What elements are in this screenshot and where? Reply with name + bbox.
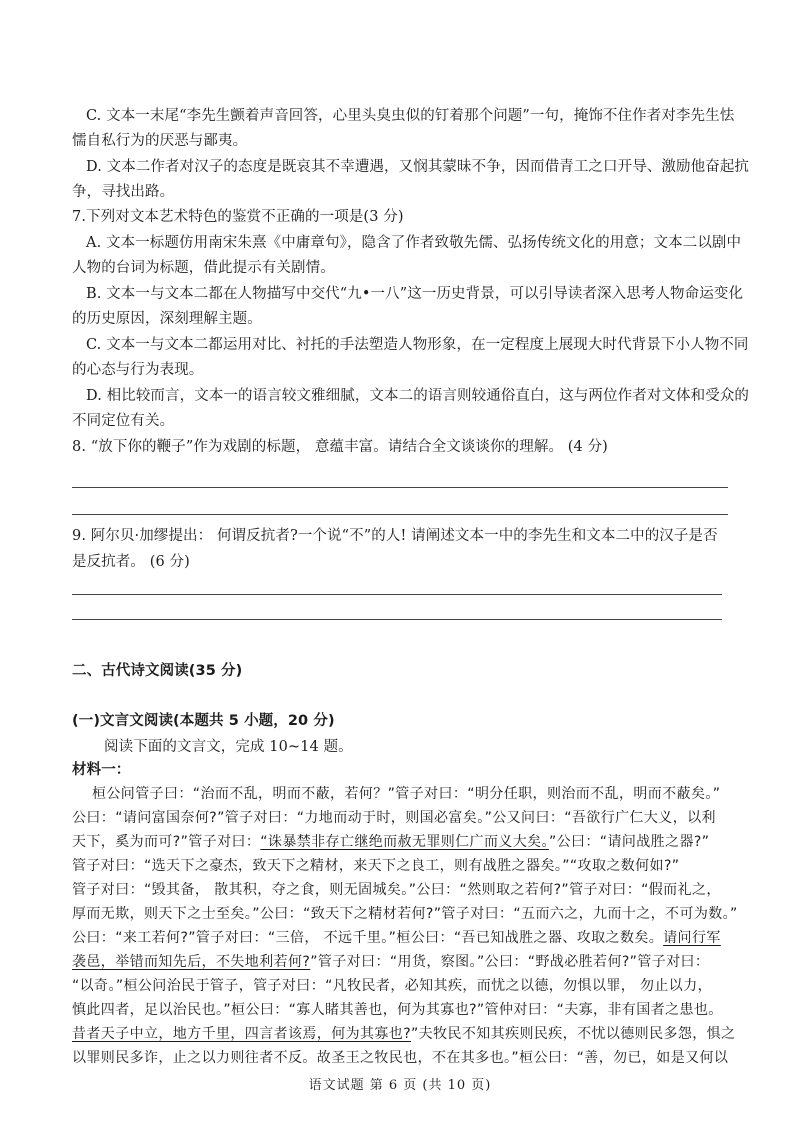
option-c-line1: C. 文本一末尾“李先生颤着声音回答，心里头臭虫似的钉着那个问题”一句，掩饰不住作者对李先生怯 xyxy=(86,108,735,124)
q8-answer-line-1[interactable] xyxy=(72,487,728,488)
passage-line-1: 桓公问管子曰：“治而不乱，明而不蔽，若何？”管子对曰：“明分任职，则治而不乱，明而不蔽矣。” xyxy=(92,786,721,802)
q7-option-c-line2: 的心态与行为表现。 xyxy=(72,362,204,378)
q7-option-a-line2: 人物的台词为标题，借此提示有关剧情。 xyxy=(72,260,335,276)
passage-line-4: 管子对曰：“选天下之豪杰，致天下之精材，来天下之良工，则有战胜之器矣。”“攻取之数何如?” xyxy=(72,858,680,874)
underlined-sentence-3: 昔者天子中立，地方千里，四言者该焉，何为其寡也? xyxy=(72,1026,412,1042)
q7-stem: 7.下列对文本艺术特色的鉴赏不正确的一项是(3 分) xyxy=(72,209,404,225)
passage-line-2: 公曰：“请问富国奈何?”管子对曰：“力地而动于时，则国必富矣。”公又问曰：“吾欲行广仁大义，以利 xyxy=(72,810,716,826)
passage-line-6: 厚而无欺，则天下之士至矣。”公曰：“致天下之精材若何?”管子对曰：“五而六之，九而十之，不可为数。” xyxy=(72,906,738,922)
q9-line1: 9. 阿尔贝·加缪提出： 何谓反抗者?一个说“不”的人! 请阐述文本一中的李先生和文本二中的汉子是否 xyxy=(72,528,718,544)
section-title: 二、古代诗文阅读(35 分) xyxy=(72,663,243,679)
passage-line-12: 以罪则民多诈，止之以力则往者不反。故圣王之牧民也，不在其多也。”桓公曰：“善，勿已，如是又何以 xyxy=(72,1050,729,1066)
q9-answer-line-2[interactable] xyxy=(72,619,722,620)
q8-answer-line-2[interactable] xyxy=(72,514,728,515)
q9-answer-line-1[interactable] xyxy=(72,594,722,595)
option-d-line2: 争，寻找出路。 xyxy=(72,184,175,200)
q7-option-b-line1: B. 文本一与文本二都在人物描写中交代“九•一八”这一历史背景，可以引导读者深入思考人物命运变化 xyxy=(86,286,744,302)
q7-option-b-line2: 的历史原因，深刻理解主题。 xyxy=(72,311,262,327)
passage-line-8: 袭邑，举错而知先后，不失地利若何?”管子对曰：“用货，察图。”公曰：“野战必胜若何?”管子对曰： xyxy=(72,954,710,970)
q8-stem: 8. “放下你的鞭子”作为戏剧的标题， 意蕴丰富。请结合全文谈谈你的理解。 (4 分) xyxy=(72,439,608,455)
reading-instruction: 阅读下面的文言文，完成 10~14 题。 xyxy=(104,739,353,755)
passage-line-11: 昔者天子中立，地方千里，四言者该焉，何为其寡也?”夫牧民不知其疾则民疾，不忧以德则民多怨，惧之 xyxy=(72,1026,736,1042)
underlined-sentence-1: “诛暴禁非存亡继绝而赦无罪则仁广而义大矣。 xyxy=(260,834,549,850)
passage-line-7: 公曰：“来工若何?”管子对曰：“三倍， 不远千里。”桓公曰：“吾已知战胜之器、攻取之数矣。请问行军 xyxy=(72,930,721,946)
option-d-line1: D. 文本二作者对汉子的态度是既哀其不幸遭遇，又悯其蒙昧不争，因而借青工之口开导、激励他奋起抗 xyxy=(86,159,750,175)
q9-line2: 是反抗者。 (6 分) xyxy=(72,554,190,570)
q7-option-d-line2: 不同定位有关。 xyxy=(72,413,175,429)
underlined-sentence-2b: 袭邑，举错而知先后，不失地利若何? xyxy=(72,954,311,970)
q7-option-c-line1: C. 文本一与文本二都运用对比、衬托的手法塑造人物形象，在一定程度上展现大时代背景下小人物不同 xyxy=(86,337,749,353)
passage-line-9: “以奇。”桓公问治民于管子，管子对曰：“凡牧民者，必知其疾，而忧之以德，勿惧以罪， 勿止以力， xyxy=(72,978,713,994)
subsection-title: (一)文言文阅读(本题共 5 小题，20 分) xyxy=(72,713,335,729)
option-c-line2: 懦自私行为的厌恶与鄙夷。 xyxy=(72,133,248,149)
q7-option-a-line1: A. 文本一标题仿用南宋朱熹《中庸章句》，隐含了作者致敬先儒、弘扬传统文化的用意；文本二以剧中 xyxy=(86,235,742,251)
passage-line-5: 管子对曰：“毁其备， 散其积，夺之食，则无固城矣。”公曰：“然则取之若何?”管子对曰：“假而礼之， xyxy=(72,882,721,898)
q7-option-d-line1: D. 相比较而言，文本一的语言较文雅细腻，文本二的语言则较通俗直白，这与两位作者对文体和受众的 xyxy=(86,388,750,404)
underlined-sentence-2a: 请问行军 xyxy=(663,930,721,946)
page-footer: 语文试题 第 6 页 (共 10 页) xyxy=(308,1078,492,1093)
passage-line-3: 天下，奚为而可?”管子对曰：“诛暴禁非存亡继绝而赦无罪则仁广而义大矣。”公曰：“请问战胜之器?” xyxy=(72,834,710,850)
material-label: 材料一： xyxy=(72,762,131,778)
passage-line-10: 慎此四者，足以治民也。”桓公曰：“寡人睹其善也，何为其寡也?”管仲对曰：“夫寡，非有国者之患也。 xyxy=(72,1002,723,1018)
